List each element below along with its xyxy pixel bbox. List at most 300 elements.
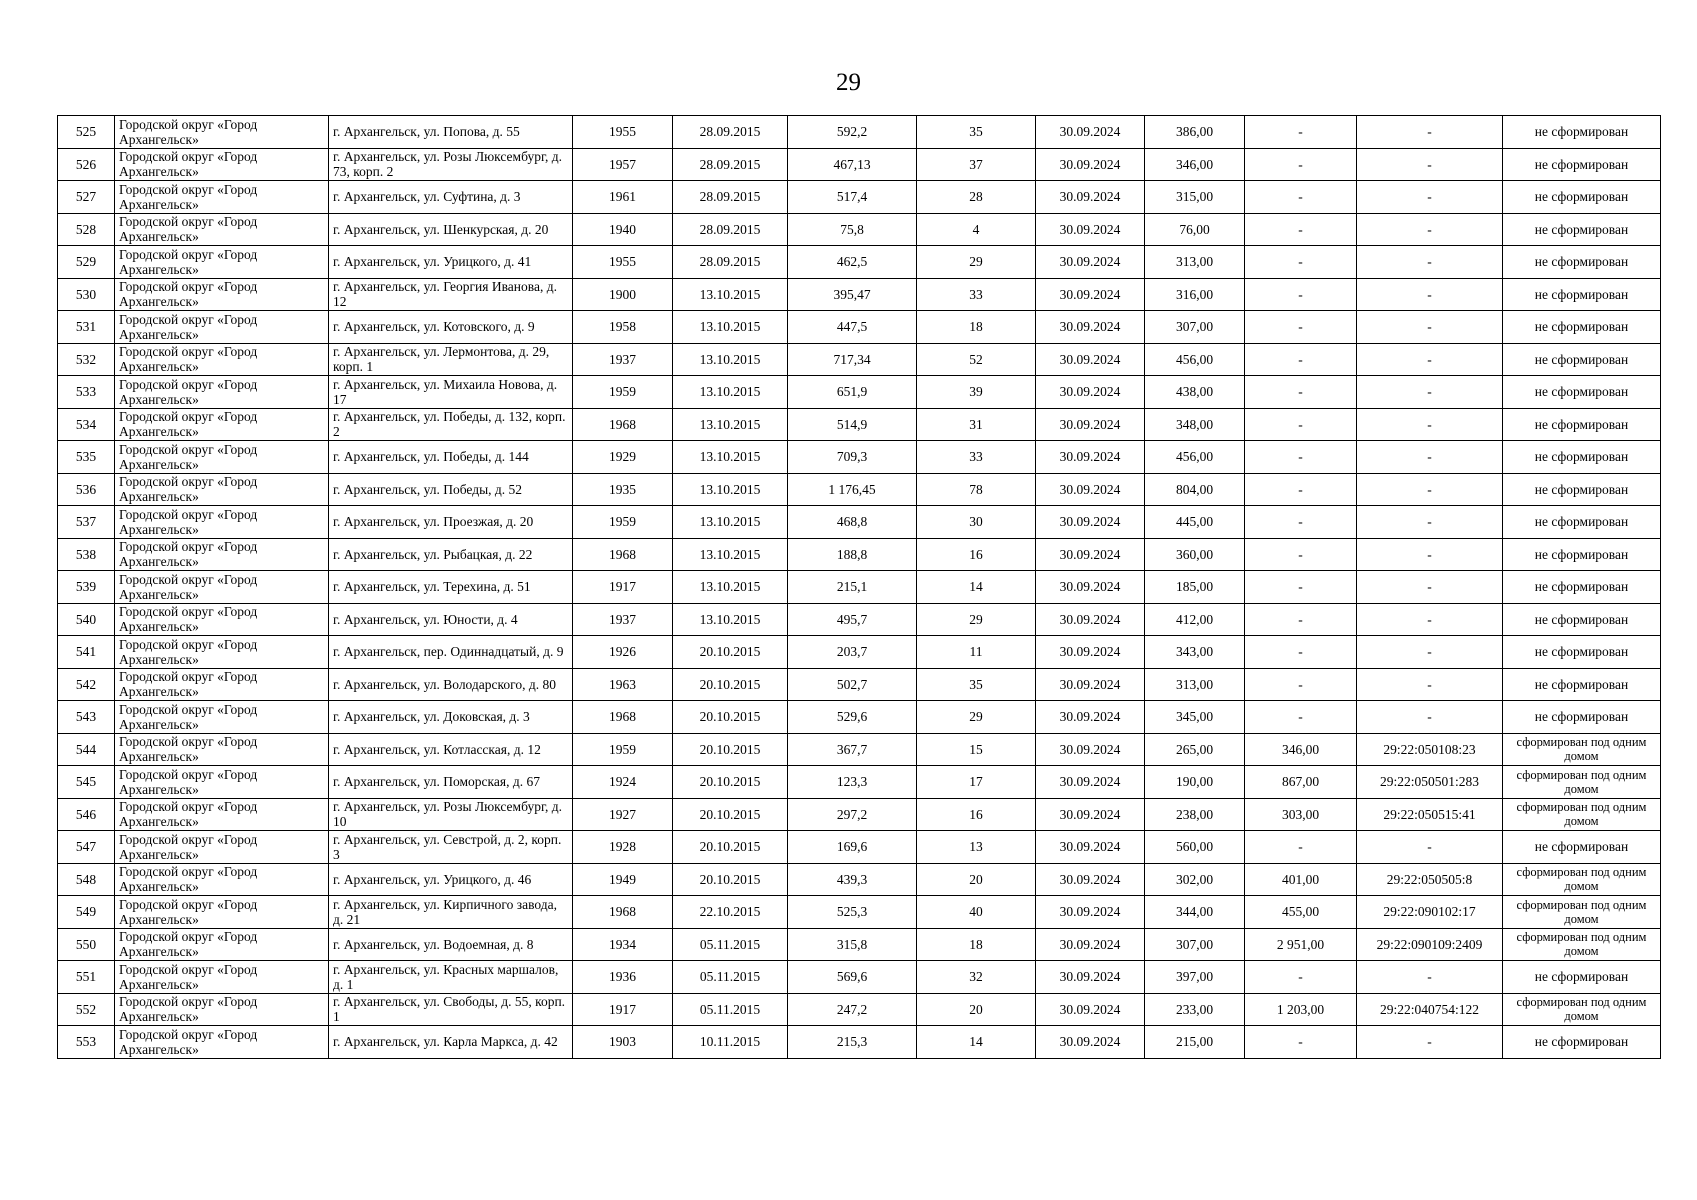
table-row bbox=[58, 408, 1661, 441]
municipality-cell: Городской округ «Город Архангельск» bbox=[115, 376, 329, 409]
table-row bbox=[58, 181, 1661, 214]
table-row bbox=[58, 278, 1661, 311]
land-plot-status-cell: не сформирован bbox=[1503, 603, 1661, 636]
row-number-cell: 536 bbox=[58, 473, 115, 506]
municipality-cell: Городской округ «Город Архангельск» bbox=[115, 408, 329, 441]
cadastral-number-cell: 29:22:050515:41 bbox=[1357, 798, 1503, 831]
address-cell: г. Архангельск, ул. Урицкого, д. 41 bbox=[329, 246, 573, 279]
construction-year-cell: 1936 bbox=[573, 961, 673, 994]
cadastral-number-cell: - bbox=[1357, 278, 1503, 311]
residents-count-cell: 35 bbox=[917, 116, 1036, 149]
cadastral-number-cell: 29:22:050505:8 bbox=[1357, 863, 1503, 896]
residents-count-cell: 20 bbox=[917, 993, 1036, 1026]
land-plot-status-cell: сформирован под одним домом bbox=[1503, 863, 1661, 896]
address-cell: г. Архангельск, ул. Михаила Новова, д. 17 bbox=[329, 376, 573, 409]
residents-count-cell: 33 bbox=[917, 441, 1036, 474]
cadastral-number-cell: - bbox=[1357, 701, 1503, 734]
resettlement-deadline-cell: 30.09.2024 bbox=[1036, 863, 1145, 896]
land-plot-area-cell: 1 203,00 bbox=[1245, 993, 1357, 1026]
page-number: 29 bbox=[836, 69, 861, 96]
row-number-cell: 529 bbox=[58, 246, 115, 279]
table-row bbox=[58, 538, 1661, 571]
land-plot-area-cell: - bbox=[1245, 831, 1357, 864]
land-plot-area-cell: - bbox=[1245, 636, 1357, 669]
row-number-cell: 532 bbox=[58, 343, 115, 376]
construction-year-cell: 1934 bbox=[573, 928, 673, 961]
row-number-cell: 542 bbox=[58, 668, 115, 701]
land-plot-status-cell: не сформирован bbox=[1503, 701, 1661, 734]
cadastral-number-cell: 29:22:050501:283 bbox=[1357, 766, 1503, 799]
cadastral-number-cell: - bbox=[1357, 571, 1503, 604]
land-plot-status-cell: не сформирован bbox=[1503, 506, 1661, 539]
land-plot-status-cell: не сформирован bbox=[1503, 668, 1661, 701]
municipality-cell: Городской округ «Город Архангельск» bbox=[115, 766, 329, 799]
land-plot-status-cell: не сформирован bbox=[1503, 278, 1661, 311]
total-area-cell: 215,3 bbox=[788, 1026, 917, 1059]
recognition-date-cell: 28.09.2015 bbox=[673, 213, 788, 246]
table-row bbox=[58, 1026, 1661, 1059]
construction-year-cell: 1958 bbox=[573, 311, 673, 344]
municipality-cell: Городской округ «Город Архангельск» bbox=[115, 441, 329, 474]
resettlement-deadline-cell: 30.09.2024 bbox=[1036, 441, 1145, 474]
residents-count-cell: 52 bbox=[917, 343, 1036, 376]
row-number-cell: 552 bbox=[58, 993, 115, 1026]
row-number-cell: 541 bbox=[58, 636, 115, 669]
land-plot-status-cell: не сформирован bbox=[1503, 246, 1661, 279]
address-cell: г. Архангельск, ул. Розы Люксембург, д. 10 bbox=[329, 798, 573, 831]
row-number-cell: 528 bbox=[58, 213, 115, 246]
residents-count-cell: 30 bbox=[917, 506, 1036, 539]
cadastral-number-cell: 29:22:090102:17 bbox=[1357, 896, 1503, 929]
address-cell: г. Архангельск, ул. Карла Маркса, д. 42 bbox=[329, 1026, 573, 1059]
row-number-cell: 534 bbox=[58, 408, 115, 441]
total-area-cell: 467,13 bbox=[788, 148, 917, 181]
residents-count-cell: 14 bbox=[917, 571, 1036, 604]
residents-count-cell: 29 bbox=[917, 603, 1036, 636]
land-plot-area-cell: - bbox=[1245, 1026, 1357, 1059]
address-cell: г. Архангельск, ул. Попова, д. 55 bbox=[329, 116, 573, 149]
address-cell: г. Архангельск, ул. Доковская, д. 3 bbox=[329, 701, 573, 734]
total-area-cell: 447,5 bbox=[788, 311, 917, 344]
total-area-cell: 247,2 bbox=[788, 993, 917, 1026]
resettlement-deadline-cell: 30.09.2024 bbox=[1036, 538, 1145, 571]
land-plot-area-cell: - bbox=[1245, 571, 1357, 604]
table-row bbox=[58, 311, 1661, 344]
row-number-cell: 533 bbox=[58, 376, 115, 409]
land-plot-area-cell: - bbox=[1245, 441, 1357, 474]
resettlement-deadline-cell: 30.09.2024 bbox=[1036, 733, 1145, 766]
municipality-cell: Городской округ «Город Архангельск» bbox=[115, 961, 329, 994]
construction-year-cell: 1924 bbox=[573, 766, 673, 799]
resettlement-deadline-cell: 30.09.2024 bbox=[1036, 213, 1145, 246]
land-area-cell: 397,00 bbox=[1145, 961, 1245, 994]
address-cell: г. Архангельск, ул. Победы, д. 52 bbox=[329, 473, 573, 506]
construction-year-cell: 1959 bbox=[573, 506, 673, 539]
municipality-cell: Городской округ «Город Архангельск» bbox=[115, 181, 329, 214]
table-row bbox=[58, 636, 1661, 669]
table-row bbox=[58, 733, 1661, 766]
resettlement-deadline-cell: 30.09.2024 bbox=[1036, 506, 1145, 539]
total-area-cell: 1 176,45 bbox=[788, 473, 917, 506]
cadastral-number-cell: - bbox=[1357, 116, 1503, 149]
recognition-date-cell: 13.10.2015 bbox=[673, 473, 788, 506]
land-area-cell: 360,00 bbox=[1145, 538, 1245, 571]
recognition-date-cell: 13.10.2015 bbox=[673, 376, 788, 409]
construction-year-cell: 1968 bbox=[573, 701, 673, 734]
land-area-cell: 343,00 bbox=[1145, 636, 1245, 669]
residents-count-cell: 28 bbox=[917, 181, 1036, 214]
address-cell: г. Архангельск, ул. Котовского, д. 9 bbox=[329, 311, 573, 344]
total-area-cell: 514,9 bbox=[788, 408, 917, 441]
table-row bbox=[58, 376, 1661, 409]
recognition-date-cell: 13.10.2015 bbox=[673, 538, 788, 571]
resettlement-deadline-cell: 30.09.2024 bbox=[1036, 603, 1145, 636]
land-area-cell: 238,00 bbox=[1145, 798, 1245, 831]
land-plot-area-cell: - bbox=[1245, 213, 1357, 246]
total-area-cell: 367,7 bbox=[788, 733, 917, 766]
land-plot-area-cell: - bbox=[1245, 376, 1357, 409]
cadastral-number-cell: - bbox=[1357, 668, 1503, 701]
land-plot-area-cell: - bbox=[1245, 506, 1357, 539]
municipality-cell: Городской округ «Город Архангельск» bbox=[115, 571, 329, 604]
cadastral-number-cell: - bbox=[1357, 311, 1503, 344]
residents-count-cell: 20 bbox=[917, 863, 1036, 896]
land-plot-area-cell: - bbox=[1245, 246, 1357, 279]
construction-year-cell: 1968 bbox=[573, 538, 673, 571]
land-plot-status-cell: не сформирован bbox=[1503, 473, 1661, 506]
row-number-cell: 548 bbox=[58, 863, 115, 896]
address-cell: г. Архангельск, ул. Котласская, д. 12 bbox=[329, 733, 573, 766]
resettlement-deadline-cell: 30.09.2024 bbox=[1036, 408, 1145, 441]
address-cell: г. Архангельск, ул. Розы Люксембург, д. 73, корп. 2 bbox=[329, 148, 573, 181]
municipality-cell: Городской округ «Город Архангельск» bbox=[115, 506, 329, 539]
land-plot-area-cell: - bbox=[1245, 603, 1357, 636]
land-plot-area-cell: - bbox=[1245, 311, 1357, 344]
land-area-cell: 456,00 bbox=[1145, 441, 1245, 474]
resettlement-deadline-cell: 30.09.2024 bbox=[1036, 116, 1145, 149]
land-plot-area-cell: - bbox=[1245, 408, 1357, 441]
row-number-cell: 537 bbox=[58, 506, 115, 539]
construction-year-cell: 1955 bbox=[573, 246, 673, 279]
resettlement-deadline-cell: 30.09.2024 bbox=[1036, 343, 1145, 376]
recognition-date-cell: 28.09.2015 bbox=[673, 148, 788, 181]
recognition-date-cell: 13.10.2015 bbox=[673, 441, 788, 474]
total-area-cell: 297,2 bbox=[788, 798, 917, 831]
table-row bbox=[58, 506, 1661, 539]
address-cell: г. Архангельск, ул. Севстрой, д. 2, корп. 3 bbox=[329, 831, 573, 864]
construction-year-cell: 1961 bbox=[573, 181, 673, 214]
residents-count-cell: 31 bbox=[917, 408, 1036, 441]
land-area-cell: 345,00 bbox=[1145, 701, 1245, 734]
land-plot-area-cell: 346,00 bbox=[1245, 733, 1357, 766]
row-number-cell: 543 bbox=[58, 701, 115, 734]
total-area-cell: 651,9 bbox=[788, 376, 917, 409]
address-cell: г. Архангельск, ул. Георгия Иванова, д. 12 bbox=[329, 278, 573, 311]
row-number-cell: 546 bbox=[58, 798, 115, 831]
land-plot-area-cell: - bbox=[1245, 343, 1357, 376]
table-row bbox=[58, 831, 1661, 864]
land-plot-area-cell: - bbox=[1245, 961, 1357, 994]
resettlement-deadline-cell: 30.09.2024 bbox=[1036, 701, 1145, 734]
land-area-cell: 412,00 bbox=[1145, 603, 1245, 636]
municipality-cell: Городской округ «Город Архангельск» bbox=[115, 733, 329, 766]
resettlement-deadline-cell: 30.09.2024 bbox=[1036, 961, 1145, 994]
land-plot-status-cell: сформирован под одним домом bbox=[1503, 896, 1661, 929]
land-area-cell: 190,00 bbox=[1145, 766, 1245, 799]
land-area-cell: 344,00 bbox=[1145, 896, 1245, 929]
recognition-date-cell: 20.10.2015 bbox=[673, 668, 788, 701]
recognition-date-cell: 20.10.2015 bbox=[673, 766, 788, 799]
residents-count-cell: 17 bbox=[917, 766, 1036, 799]
resettlement-deadline-cell: 30.09.2024 bbox=[1036, 181, 1145, 214]
land-plot-area-cell: 401,00 bbox=[1245, 863, 1357, 896]
total-area-cell: 439,3 bbox=[788, 863, 917, 896]
cadastral-number-cell: - bbox=[1357, 1026, 1503, 1059]
land-plot-status-cell: сформирован под одним домом bbox=[1503, 766, 1661, 799]
residents-count-cell: 18 bbox=[917, 311, 1036, 344]
construction-year-cell: 1927 bbox=[573, 798, 673, 831]
row-number-cell: 531 bbox=[58, 311, 115, 344]
municipality-cell: Городской округ «Город Архангельск» bbox=[115, 636, 329, 669]
recognition-date-cell: 05.11.2015 bbox=[673, 993, 788, 1026]
row-number-cell: 527 bbox=[58, 181, 115, 214]
land-plot-status-cell: не сформирован bbox=[1503, 311, 1661, 344]
residents-count-cell: 15 bbox=[917, 733, 1036, 766]
address-cell: г. Архангельск, ул. Красных маршалов, д. 1 bbox=[329, 961, 573, 994]
land-plot-area-cell: - bbox=[1245, 668, 1357, 701]
residents-count-cell: 29 bbox=[917, 701, 1036, 734]
row-number-cell: 540 bbox=[58, 603, 115, 636]
row-number-cell: 551 bbox=[58, 961, 115, 994]
cadastral-number-cell: - bbox=[1357, 831, 1503, 864]
land-area-cell: 386,00 bbox=[1145, 116, 1245, 149]
row-number-cell: 547 bbox=[58, 831, 115, 864]
residents-count-cell: 29 bbox=[917, 246, 1036, 279]
land-plot-status-cell: не сформирован bbox=[1503, 116, 1661, 149]
address-cell: г. Архангельск, ул. Рыбацкая, д. 22 bbox=[329, 538, 573, 571]
resettlement-deadline-cell: 30.09.2024 bbox=[1036, 636, 1145, 669]
land-plot-status-cell: не сформирован bbox=[1503, 571, 1661, 604]
address-cell: г. Архангельск, ул. Победы, д. 144 bbox=[329, 441, 573, 474]
cadastral-number-cell: - bbox=[1357, 343, 1503, 376]
cadastral-number-cell: - bbox=[1357, 408, 1503, 441]
construction-year-cell: 1917 bbox=[573, 571, 673, 604]
municipality-cell: Городской округ «Город Архангельск» bbox=[115, 1026, 329, 1059]
land-plot-area-cell: 455,00 bbox=[1245, 896, 1357, 929]
resettlement-deadline-cell: 30.09.2024 bbox=[1036, 278, 1145, 311]
land-area-cell: 313,00 bbox=[1145, 246, 1245, 279]
land-area-cell: 307,00 bbox=[1145, 311, 1245, 344]
row-number-cell: 539 bbox=[58, 571, 115, 604]
land-plot-area-cell: - bbox=[1245, 181, 1357, 214]
table-row bbox=[58, 798, 1661, 831]
residents-count-cell: 40 bbox=[917, 896, 1036, 929]
table-row bbox=[58, 213, 1661, 246]
construction-year-cell: 1957 bbox=[573, 148, 673, 181]
cadastral-number-cell: - bbox=[1357, 181, 1503, 214]
land-plot-status-cell: не сформирован bbox=[1503, 408, 1661, 441]
address-cell: г. Архангельск, ул. Водоемная, д. 8 bbox=[329, 928, 573, 961]
table-row bbox=[58, 148, 1661, 181]
residents-count-cell: 4 bbox=[917, 213, 1036, 246]
address-cell: г. Архангельск, ул. Терехина, д. 51 bbox=[329, 571, 573, 604]
total-area-cell: 462,5 bbox=[788, 246, 917, 279]
recognition-date-cell: 22.10.2015 bbox=[673, 896, 788, 929]
resettlement-deadline-cell: 30.09.2024 bbox=[1036, 831, 1145, 864]
recognition-date-cell: 05.11.2015 bbox=[673, 928, 788, 961]
total-area-cell: 75,8 bbox=[788, 213, 917, 246]
construction-year-cell: 1968 bbox=[573, 408, 673, 441]
municipality-cell: Городской округ «Город Архангельск» bbox=[115, 896, 329, 929]
land-area-cell: 348,00 bbox=[1145, 408, 1245, 441]
table-row bbox=[58, 701, 1661, 734]
table-row bbox=[58, 928, 1661, 961]
cadastral-number-cell: - bbox=[1357, 506, 1503, 539]
land-area-cell: 315,00 bbox=[1145, 181, 1245, 214]
municipality-cell: Городской округ «Город Архангельск» bbox=[115, 603, 329, 636]
land-plot-status-cell: сформирован под одним домом bbox=[1503, 798, 1661, 831]
address-cell: г. Архангельск, ул. Поморская, д. 67 bbox=[329, 766, 573, 799]
municipality-cell: Городской округ «Город Архангельск» bbox=[115, 213, 329, 246]
municipality-cell: Городской округ «Город Архангельск» bbox=[115, 278, 329, 311]
recognition-date-cell: 20.10.2015 bbox=[673, 733, 788, 766]
row-number-cell: 525 bbox=[58, 116, 115, 149]
municipality-cell: Городской округ «Город Архангельск» bbox=[115, 701, 329, 734]
land-plot-status-cell: не сформирован bbox=[1503, 441, 1661, 474]
recognition-date-cell: 13.10.2015 bbox=[673, 311, 788, 344]
resettlement-deadline-cell: 30.09.2024 bbox=[1036, 668, 1145, 701]
land-plot-status-cell: не сформирован bbox=[1503, 181, 1661, 214]
municipality-cell: Городской округ «Город Архангельск» bbox=[115, 473, 329, 506]
land-plot-area-cell: - bbox=[1245, 148, 1357, 181]
land-plot-area-cell: - bbox=[1245, 473, 1357, 506]
recognition-date-cell: 20.10.2015 bbox=[673, 636, 788, 669]
land-area-cell: 313,00 bbox=[1145, 668, 1245, 701]
resettlement-deadline-cell: 30.09.2024 bbox=[1036, 571, 1145, 604]
total-area-cell: 395,47 bbox=[788, 278, 917, 311]
residents-count-cell: 13 bbox=[917, 831, 1036, 864]
municipality-cell: Городской округ «Город Архангельск» bbox=[115, 343, 329, 376]
land-area-cell: 233,00 bbox=[1145, 993, 1245, 1026]
address-cell: г. Архангельск, ул. Победы, д. 132, корп. 2 bbox=[329, 408, 573, 441]
municipality-cell: Городской округ «Город Архангельск» bbox=[115, 993, 329, 1026]
municipality-cell: Городской округ «Город Архангельск» bbox=[115, 798, 329, 831]
land-area-cell: 560,00 bbox=[1145, 831, 1245, 864]
table-row bbox=[58, 993, 1661, 1026]
municipality-cell: Городской округ «Город Архангельск» bbox=[115, 928, 329, 961]
land-plot-status-cell: не сформирован bbox=[1503, 213, 1661, 246]
recognition-date-cell: 20.10.2015 bbox=[673, 863, 788, 896]
residents-count-cell: 78 bbox=[917, 473, 1036, 506]
total-area-cell: 717,34 bbox=[788, 343, 917, 376]
municipality-cell: Городской округ «Город Архангельск» bbox=[115, 246, 329, 279]
table-row bbox=[58, 473, 1661, 506]
resettlement-deadline-cell: 30.09.2024 bbox=[1036, 993, 1145, 1026]
resettlement-deadline-cell: 30.09.2024 bbox=[1036, 928, 1145, 961]
cadastral-number-cell: 29:22:090109:2409 bbox=[1357, 928, 1503, 961]
recognition-date-cell: 13.10.2015 bbox=[673, 571, 788, 604]
land-area-cell: 438,00 bbox=[1145, 376, 1245, 409]
address-cell: г. Архангельск, ул. Суфтина, д. 3 bbox=[329, 181, 573, 214]
construction-year-cell: 1928 bbox=[573, 831, 673, 864]
land-area-cell: 316,00 bbox=[1145, 278, 1245, 311]
table-row bbox=[58, 668, 1661, 701]
resettlement-deadline-cell: 30.09.2024 bbox=[1036, 896, 1145, 929]
land-plot-status-cell: не сформирован bbox=[1503, 538, 1661, 571]
construction-year-cell: 1968 bbox=[573, 896, 673, 929]
cadastral-number-cell: - bbox=[1357, 473, 1503, 506]
table-row bbox=[58, 246, 1661, 279]
residents-count-cell: 14 bbox=[917, 1026, 1036, 1059]
land-plot-area-cell: 867,00 bbox=[1245, 766, 1357, 799]
resettlement-deadline-cell: 30.09.2024 bbox=[1036, 1026, 1145, 1059]
table-row bbox=[58, 441, 1661, 474]
table-row bbox=[58, 896, 1661, 929]
recognition-date-cell: 05.11.2015 bbox=[673, 961, 788, 994]
municipality-cell: Городской округ «Город Архангельск» bbox=[115, 863, 329, 896]
total-area-cell: 215,1 bbox=[788, 571, 917, 604]
table-row bbox=[58, 116, 1661, 149]
total-area-cell: 203,7 bbox=[788, 636, 917, 669]
address-cell: г. Архангельск, ул. Володарского, д. 80 bbox=[329, 668, 573, 701]
row-number-cell: 530 bbox=[58, 278, 115, 311]
land-plot-status-cell: не сформирован bbox=[1503, 343, 1661, 376]
land-plot-status-cell: сформирован под одним домом bbox=[1503, 993, 1661, 1026]
resettlement-deadline-cell: 30.09.2024 bbox=[1036, 798, 1145, 831]
land-area-cell: 456,00 bbox=[1145, 343, 1245, 376]
municipality-cell: Городской округ «Город Архангельск» bbox=[115, 538, 329, 571]
address-cell: г. Архангельск, ул. Кирпичного завода, д. 21 bbox=[329, 896, 573, 929]
construction-year-cell: 1903 bbox=[573, 1026, 673, 1059]
land-plot-area-cell: - bbox=[1245, 278, 1357, 311]
land-area-cell: 346,00 bbox=[1145, 148, 1245, 181]
residents-count-cell: 33 bbox=[917, 278, 1036, 311]
construction-year-cell: 1959 bbox=[573, 733, 673, 766]
residents-count-cell: 18 bbox=[917, 928, 1036, 961]
address-cell: г. Архангельск, ул. Юности, д. 4 bbox=[329, 603, 573, 636]
recognition-date-cell: 28.09.2015 bbox=[673, 181, 788, 214]
land-area-cell: 307,00 bbox=[1145, 928, 1245, 961]
total-area-cell: 495,7 bbox=[788, 603, 917, 636]
residents-count-cell: 11 bbox=[917, 636, 1036, 669]
land-area-cell: 302,00 bbox=[1145, 863, 1245, 896]
cadastral-number-cell: - bbox=[1357, 213, 1503, 246]
row-number-cell: 535 bbox=[58, 441, 115, 474]
recognition-date-cell: 28.09.2015 bbox=[673, 246, 788, 279]
land-plot-area-cell: - bbox=[1245, 701, 1357, 734]
construction-year-cell: 1949 bbox=[573, 863, 673, 896]
cadastral-number-cell: 29:22:050108:23 bbox=[1357, 733, 1503, 766]
construction-year-cell: 1935 bbox=[573, 473, 673, 506]
cadastral-number-cell: - bbox=[1357, 246, 1503, 279]
land-area-cell: 76,00 bbox=[1145, 213, 1245, 246]
municipality-cell: Городской округ «Город Архангельск» bbox=[115, 668, 329, 701]
land-plot-status-cell: сформирован под одним домом bbox=[1503, 733, 1661, 766]
recognition-date-cell: 13.10.2015 bbox=[673, 278, 788, 311]
recognition-date-cell: 20.10.2015 bbox=[673, 798, 788, 831]
cadastral-number-cell: - bbox=[1357, 441, 1503, 474]
land-plot-area-cell: - bbox=[1245, 116, 1357, 149]
row-number-cell: 545 bbox=[58, 766, 115, 799]
total-area-cell: 525,3 bbox=[788, 896, 917, 929]
total-area-cell: 502,7 bbox=[788, 668, 917, 701]
land-plot-status-cell: не сформирован bbox=[1503, 831, 1661, 864]
construction-year-cell: 1900 bbox=[573, 278, 673, 311]
residents-count-cell: 35 bbox=[917, 668, 1036, 701]
total-area-cell: 529,6 bbox=[788, 701, 917, 734]
cadastral-number-cell: - bbox=[1357, 538, 1503, 571]
total-area-cell: 569,6 bbox=[788, 961, 917, 994]
